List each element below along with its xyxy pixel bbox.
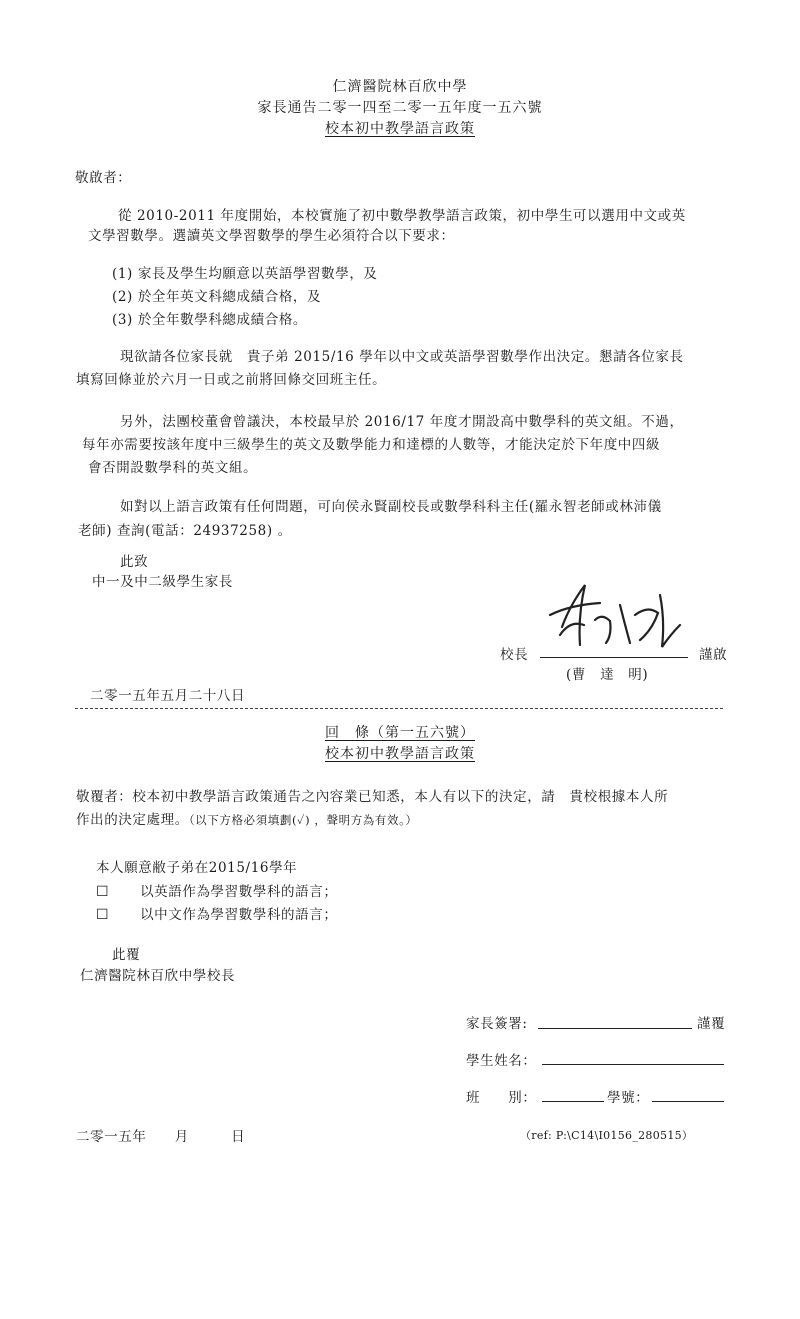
class-field[interactable]	[542, 1101, 604, 1102]
option-english[interactable]	[96, 880, 337, 900]
reply-intro-line2	[76, 808, 418, 828]
parent-sign-off: 謹覆	[697, 1016, 726, 1032]
notice-date: 二零一五年五月二十八日	[90, 688, 246, 704]
cut-line	[75, 708, 723, 709]
para3-line1: 另外，法團校董會曾議決，本校最早於 2016/17 年度才開設高中數學科的英文組。不過，	[120, 414, 684, 430]
principal-label: 校長	[500, 647, 529, 663]
principal-name: (曹 達 明)	[566, 667, 649, 683]
requirement-2: (2) 於全年英文科總成績合格，及	[112, 289, 322, 305]
reply-intro-note: （以下方格必須填劃(✓) ，聲明方為有效。）	[188, 813, 418, 827]
reply-date: 二零一五年 月 日	[76, 1129, 246, 1145]
reply-intro-line2-main: 作出的決定處理。	[76, 812, 189, 828]
checkbox-chinese[interactable]: ☐	[96, 907, 110, 923]
class-no-field[interactable]	[652, 1101, 724, 1102]
principal-sign-line	[540, 657, 688, 658]
parent-sign-label: 家長簽署:	[466, 1016, 528, 1032]
notice-subject	[0, 118, 800, 138]
para3-line3: 會否開設數學科的英文組。	[88, 460, 258, 476]
option-chinese[interactable]	[96, 903, 337, 923]
para4-line1: 如對以上語言政策有任何問題，可向侯永賢副校長或數學科科主任(羅永智老師或林沛儀	[120, 499, 662, 515]
para2-line1: 現欲請各位家長就 貴子弟 2015/16 學年以中文或英語學習數學作出決定。懇請各位家長	[120, 349, 684, 365]
recipient: 中一及中二級學生家長	[92, 574, 233, 590]
para2-line2: 填寫回條並於六月一日或之前將回條交回班主任。	[76, 372, 387, 388]
principal-signature	[540, 575, 690, 660]
class-no-label: 學號：	[607, 1090, 650, 1106]
student-name-field[interactable]	[542, 1064, 724, 1065]
para4-line2: 老師) 查詢(電話：24937258) 。	[78, 523, 292, 539]
notice-number: 家長通告二零一四至二零一五年度一五六號	[257, 100, 543, 116]
reply-subject	[0, 743, 800, 763]
reply-subject-text: 校本初中教學語言政策	[325, 746, 475, 762]
para3-line2: 每年亦需要按該年度中三級學生的英文及數學能力和達標的人數等，才能決定於下年度中四級	[82, 437, 661, 453]
para1-line1: 從 2010-2011 年度開始，本校實施了初中數學教學語言政策，初中學生可以選用中文或英	[118, 208, 686, 224]
reply-title-text: 回 條（第一五六號）	[325, 725, 475, 741]
option-chinese-label: 以中文作為學習數學科的語言；	[140, 907, 338, 923]
requirement-3: (3) 於全年數學科總成績合格。	[112, 312, 308, 328]
option-english-label: 以英語作為學習數學科的語言；	[140, 884, 338, 900]
choice-intro: 本人願意敝子弟在2015/16學年	[96, 860, 298, 876]
salutation: 敬啟者：	[75, 170, 132, 186]
parent-sign-field[interactable]	[538, 1028, 692, 1029]
reply-recipient: 仁濟醫院林百欣中學校長	[80, 968, 236, 984]
notice-subject-text: 校本初中教學語言政策	[325, 121, 475, 137]
reply-title	[0, 722, 800, 742]
class-label: 班 別：	[466, 1090, 537, 1106]
closing: 此致	[120, 554, 149, 570]
checkbox-english[interactable]: ☐	[96, 884, 110, 900]
requirement-1: (1) 家長及學生均願意以英語學習數學，及	[112, 266, 378, 282]
reply-intro-line1: 敬覆者：校本初中教學語言政策通告之內容業已知悉，本人有以下的決定，請 貴校根據本人所	[76, 789, 669, 805]
para1-line2: 文學習數學。選讀英文學習數學的學生必須符合以下要求：	[88, 228, 455, 244]
student-name-label: 學生姓名：	[466, 1053, 537, 1069]
school-name: 仁濟醫院林百欣中學	[332, 79, 468, 95]
reply-closing: 此覆	[112, 947, 141, 963]
reference-code: （ref: P:\C14\I0156_280515）	[520, 1129, 694, 1142]
principal-sign-off: 謹啟	[699, 647, 728, 663]
